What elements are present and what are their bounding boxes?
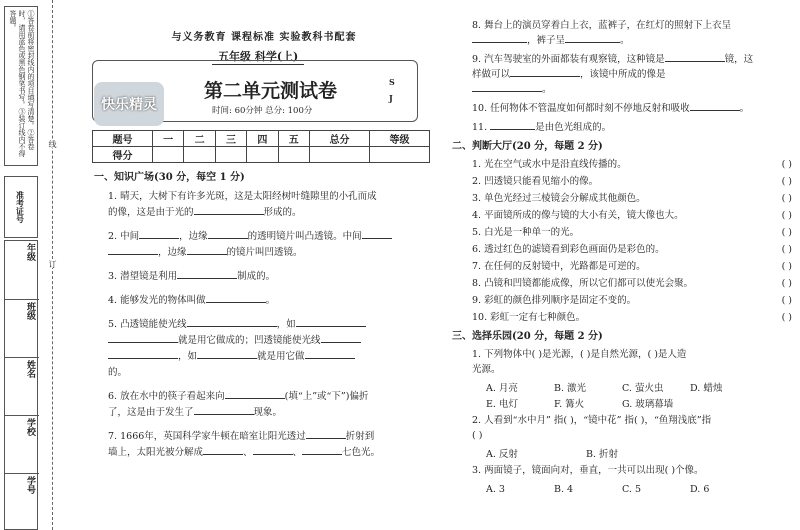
logo: 快乐精灵 [94, 82, 164, 126]
true-false-item [472, 293, 792, 310]
answer-parentheses[interactable]: ( ) [781, 295, 792, 306]
exam-header [94, 28, 430, 123]
exam-code-label: 准考证号 [4, 176, 38, 238]
statement-text: 4. 平面镜所成的像与镜的大小有关，镜大像也大。 [472, 210, 684, 221]
binding-label-bind: 订 [48, 260, 57, 268]
score-header: 五 [278, 131, 309, 147]
true-false-item [472, 191, 792, 208]
answer-blank[interactable] [206, 293, 266, 303]
question-4: 4. 能够发光的物体叫做 。 [108, 295, 276, 306]
option[interactable]: G. 玻璃幕墙 [622, 399, 674, 410]
option[interactable]: C. 萤火虫 [622, 383, 664, 394]
true-false-list [452, 157, 792, 327]
answer-blank[interactable] [197, 349, 257, 359]
score-header: 二 [184, 131, 215, 147]
score-cell[interactable] [310, 147, 370, 163]
option[interactable]: C. 5 [622, 484, 642, 495]
answer-blank[interactable] [108, 333, 178, 343]
question-1: 1. 晴天，大树下有许多光斑，这是太阳经树叶缝隙里的小孔而成 的像，这是由于光的 形成的。 [108, 191, 377, 218]
time-score: 时间: 60分钟 总分: 100分 [212, 106, 313, 116]
statement-text: 7. 在任何的反射镜中，光路都是可逆的。 [472, 261, 646, 272]
answer-blank[interactable] [362, 229, 392, 239]
answer-blank[interactable] [305, 349, 355, 359]
answer-parentheses[interactable]: ( ) [781, 244, 792, 255]
binding-label-line: 线 [48, 140, 57, 148]
section-title: 二、判断大厅(20 分，每题 2 分) [452, 141, 603, 152]
answer-parentheses[interactable]: ( ) [781, 176, 792, 187]
score-header: 一 [152, 131, 183, 147]
choice-question-2: 2. 人看到“水中月” 指( )，“镜中花” 指( )，“鱼翔浅底”指 ( ) [472, 415, 712, 441]
score-header: 题号 [93, 131, 153, 147]
answer-parentheses[interactable]: ( ) [781, 312, 792, 323]
answer-blank[interactable] [253, 445, 293, 455]
statement-text: 9. 彩虹的颜色排列顺序是固定不变的。 [472, 295, 637, 306]
section-title: 一、知识广场(30 分，每空 1 分) [94, 172, 245, 183]
true-false-item [472, 225, 792, 242]
score-cell[interactable] [369, 147, 429, 163]
score-cell[interactable] [278, 147, 309, 163]
statement-text: 10. 彩虹一定有七种颜色。 [472, 312, 586, 323]
answer-blank[interactable] [302, 445, 342, 455]
score-row-label: 得分 [93, 147, 153, 163]
option[interactable]: D. 蜡烛 [690, 383, 723, 394]
section-title: 三、选择乐园(20 分，每题 2 分) [452, 331, 603, 342]
true-false-item [472, 310, 792, 327]
options-row [486, 447, 792, 463]
answer-blank[interactable] [510, 67, 580, 77]
answer-blank[interactable] [472, 82, 542, 92]
field-grade[interactable]: 年级 [25, 243, 35, 261]
answer-blank[interactable] [690, 101, 740, 111]
answer-blank[interactable] [203, 445, 243, 455]
answer-parentheses[interactable]: ( ) [781, 227, 792, 238]
score-cell[interactable] [152, 147, 183, 163]
option[interactable]: A. 反射 [486, 449, 518, 460]
question-8: 8. 舞台上的演员穿着白上衣，蓝裤子，在红灯的照射下上衣呈 ，裤子呈 。 [472, 20, 732, 46]
option[interactable]: D. 6 [690, 484, 710, 495]
question-9: 9. 汽车驾驶室的外面都装有观察镜，这种镜是 镜，这 样做可以 ，该镜中所成的像是 。 [472, 54, 754, 95]
options-row [486, 482, 792, 498]
question-5: 5. 凸透镜能使光线 ，如 就是用它做成的；凹透镜能使光线 ，如 就是用它做 的。 [108, 317, 434, 381]
field-student-id[interactable]: 学号 [5, 473, 39, 530]
answer-blank[interactable] [472, 33, 527, 43]
answer-blank[interactable] [321, 333, 361, 343]
true-false-item [472, 157, 792, 174]
option[interactable]: A. 月亮 [486, 383, 518, 394]
answer-blank[interactable] [108, 245, 158, 255]
answer-blank[interactable] [665, 52, 725, 62]
true-false-item [472, 174, 792, 191]
binding-strip [0, 0, 44, 530]
answer-parentheses[interactable]: ( ) [781, 261, 792, 272]
student-info-box [4, 240, 38, 530]
answer-blank[interactable] [177, 269, 237, 279]
option[interactable]: F. 篝火 [554, 399, 585, 410]
statement-text: 8. 凸镜和凹镜都能成像，所以它们都可以使光会聚。 [472, 278, 694, 289]
option[interactable]: B. 激光 [554, 383, 587, 394]
answer-blank[interactable] [108, 349, 178, 359]
field-school[interactable]: 学校 [5, 415, 39, 473]
corner-marks: S J [389, 77, 395, 103]
options-row [486, 397, 792, 413]
question-10: 10. 任何物体不管温度如何都时刻不停地反射和吸收 。 [472, 103, 750, 114]
options-row [486, 381, 792, 397]
score-header: 三 [215, 131, 246, 147]
statement-text: 1. 光在空气或水中是沿直线传播的。 [472, 159, 627, 170]
answer-blank[interactable] [139, 229, 179, 239]
score-header: 等级 [369, 131, 429, 147]
answer-parentheses[interactable]: ( ) [781, 159, 792, 170]
score-cell[interactable] [215, 147, 246, 163]
exam-notes: ①答卷前将密封线内的项目填写清楚。②答卷时，请用蓝色或黑色钢笔书写。③装订线内不得答题。 [4, 6, 38, 166]
score-header: 总分 [310, 131, 370, 147]
grade-subject: 五年级 科学(上) [212, 48, 304, 65]
series-arc-text: 与义务教育 课程标准 实验教科书配套 [171, 32, 357, 43]
option[interactable]: E. 电灯 [486, 399, 518, 410]
answer-blank[interactable] [490, 120, 535, 130]
answer-blank[interactable] [306, 429, 346, 439]
field-class[interactable]: 班级 [5, 299, 39, 357]
question-7: 7. 1666年，英国科学家牛顿在暗室让阳光透过 折射到 墙上，太阳光被分解成 、 、 七色光。 [108, 431, 381, 458]
answer-blank[interactable] [194, 205, 264, 215]
answer-blank[interactable] [565, 33, 620, 43]
statement-text: 3. 单色光经过三棱镜会分解成其他颜色。 [472, 193, 646, 204]
answer-parentheses[interactable]: ( ) [781, 278, 792, 289]
true-false-item [472, 242, 792, 259]
choice-question-1: 1. 下列物体中( )是光源，( )是自然光源，( )是人造 光源。 [472, 349, 687, 375]
score-cell[interactable] [184, 147, 215, 163]
answer-blank[interactable] [208, 229, 248, 239]
answer-blank[interactable] [296, 317, 366, 327]
score-table [92, 130, 430, 163]
right-column [452, 18, 792, 498]
true-false-item [472, 276, 792, 293]
left-column [94, 170, 434, 469]
answer-blank[interactable] [187, 317, 277, 327]
page-title: 第二单元测试卷 [204, 80, 338, 102]
answer-blank[interactable] [225, 389, 285, 399]
option[interactable]: A. 3 [486, 484, 505, 495]
answer-parentheses[interactable]: ( ) [781, 210, 792, 221]
statement-text: 5. 白光是一种单一的光。 [472, 227, 580, 238]
option[interactable]: B. 折射 [586, 449, 619, 460]
true-false-item [472, 259, 792, 276]
choice-question-3: 3. 两面镜子，镜面向对，垂直，一共可以出现( )个像。 [472, 465, 704, 476]
statement-text: 6. 透过红色的滤镜看到彩色画面仍是彩色的。 [472, 244, 665, 255]
score-header: 四 [247, 131, 278, 147]
answer-parentheses[interactable]: ( ) [781, 193, 792, 204]
question-6: 6. 放在水中的筷子看起来向 (填“上”或“下”)偏折 了，这是由于发生了 现象。 [108, 391, 369, 418]
score-cell[interactable] [247, 147, 278, 163]
field-name[interactable]: 姓名 [5, 357, 39, 415]
question-11: 11. 是由色光组成的。 [472, 122, 612, 133]
option[interactable]: B. 4 [554, 484, 574, 495]
answer-blank[interactable] [194, 405, 254, 415]
statement-text: 2. 凹透镜只能看见缩小的像。 [472, 176, 599, 187]
true-false-item [472, 208, 792, 225]
answer-blank[interactable] [187, 245, 227, 255]
question-2: 2. 中间 ，边缘 的透明镜片叫凸透镜。中间 ，边缘 的镜片叫凹透镜。 [108, 229, 434, 261]
question-3: 3. 潜望镜是利用 制成的。 [108, 271, 276, 282]
